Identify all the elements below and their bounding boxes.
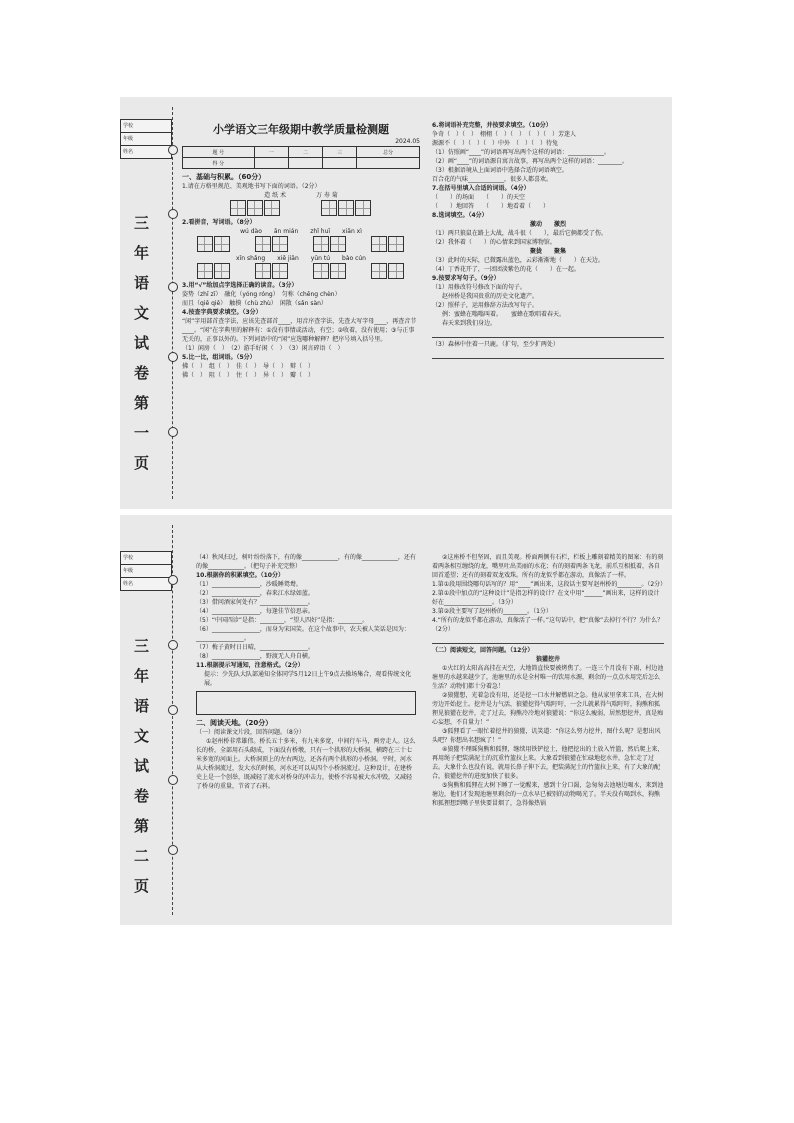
binding-hole [168, 640, 178, 650]
question-text: 源源不（ ）（ ）（ ）中外 （ ）（ ）待兔 [432, 140, 559, 147]
exam-page-two [120, 515, 672, 925]
pinyin-row: wú dào ān mián zhǐ huī xiān xì [240, 228, 362, 235]
vertical-char: 页 [134, 454, 150, 472]
score-cell[interactable] [254, 158, 288, 169]
question-text: 5.比一比，组词语。（5分） [182, 354, 256, 361]
question-text: 3.用“√”给加点字选择正确的读音。（3分） [182, 282, 298, 289]
question-text: （1）用修改符号修改下面的句子。 [432, 284, 526, 291]
question-text: 9.按要求写句子。（9分） [432, 275, 500, 282]
question-text: 2.看拼音，写词语。（8分） [182, 219, 256, 226]
question-text: 4.按查字典要求填空。（3分） [182, 309, 262, 316]
score-header-cell: 三 [323, 147, 357, 158]
question-text: 佛（ ） 阻（ ） 住（ ） 异（ ） 瓣（ ） [182, 372, 315, 379]
binding-hole [168, 282, 178, 292]
vertical-char: 二 [134, 847, 150, 865]
question-text: （7）梅子黄时日日晴，________________。 [196, 644, 314, 651]
vertical-char: 文 [134, 304, 150, 322]
word-choice: 聚拢 聚集 [529, 248, 566, 255]
reading-passage: ②这座桥不但坚固，而且美观。桥面两侧有石栏，栏板上雕刻着精美的图案：有的刻着两条相互缠绕的龙，嘴里吐出美丽的水花；有的刻着两条飞龙，前爪互相抵着，各自回首遥望；还有的刻着双龙戏珠。所有的龙似乎都在游动，真像活了一样。 [432, 554, 664, 579]
page-two-right-column [432, 553, 667, 808]
info-name: 姓名 [123, 581, 134, 587]
writing-cell[interactable] [255, 263, 271, 279]
question-text: 造 纸 术 万 寿 菊 [264, 192, 338, 199]
page-one-left-column [182, 121, 420, 380]
writing-cell[interactable] [355, 200, 371, 216]
page-two-left-column [196, 553, 416, 791]
writing-cell[interactable] [371, 236, 387, 252]
question-text: “闲”字用部首查字法，应该先查部首____，用音序查字法，先查大写字母____，再查音节____。“闲”在字典里的解释有：①没有事情或活动，有空；②收着，没有使用；③与正事无关的，正事以外的。下列词语中的“闲”应选哪种解释？把序号填入括号里。 [182, 318, 417, 343]
question-text: （1）仿照画“____”的词语再写出两个这样的词语：____________。 [432, 149, 611, 156]
binding-hole [168, 705, 178, 715]
score-header-cell: 总分 [357, 147, 420, 158]
vertical-char: 卷 [134, 364, 150, 382]
reading-passage: ①火红的太阳高高挂在天空，大地简直快要被烤焦了。一连三个月没有下雨，村边池塘里的水越来越少了，池塘里的水是全村唯一的饮用水源，剩余的一点点水用完后怎么生活？动物们都十分着急！ [432, 665, 664, 690]
info-school: 学校 [121, 552, 171, 565]
question-text: 3.第②段主要写了赵州桥的________。（1分） [432, 608, 552, 615]
info-name: 姓名 [123, 149, 134, 155]
notice-writing-box[interactable] [196, 691, 416, 715]
score-row-label: 得 分 [183, 158, 255, 169]
vertical-char: 第 [134, 817, 150, 835]
story-title: 狼獾挖井 [535, 656, 560, 663]
writing-cell[interactable] [255, 236, 271, 252]
page-one-right-column [432, 121, 664, 361]
binding-hole [168, 352, 178, 362]
vertical-char: 一 [134, 424, 150, 442]
vertical-char: 文 [134, 727, 150, 745]
left-margin [120, 515, 182, 925]
question-text: 姿势（zhī zī） 融化（yóng róng） 匀称（chēng chèn） [182, 291, 341, 298]
info-grade: 年级 [121, 133, 171, 146]
question-text: （2）画“____”的词语源自寓言故事，再写出两个这样的词语：________。 [432, 158, 629, 165]
question-text: （6）________________，而身为宋国笑。在这个故事中，农夫被人笑话是因为：________________。 [196, 626, 410, 642]
writing-cell[interactable] [264, 200, 280, 216]
question-text: （4）________________，每逢佳节倍思亲。 [196, 608, 314, 615]
question-text: （1）________________，沙暖睡鸳鸯。 [196, 581, 302, 588]
writing-cell[interactable] [214, 263, 230, 279]
student-info-box [120, 551, 172, 591]
answer-line[interactable] [432, 349, 664, 359]
question-text: 春天来到我们身边。 [442, 320, 497, 327]
score-header-cell: 二 [288, 147, 322, 158]
section-heading: 一、基础与积累。（60分） [182, 173, 266, 181]
question-text: （3）森林中住着一只鹿。（扩句，至少扩两处） [432, 341, 559, 348]
pinyin-row: xīn shǎng xiē jiān yūn tú bào cún [236, 255, 366, 262]
vertical-char: 试 [134, 757, 150, 775]
writing-cell[interactable] [313, 263, 329, 279]
question-text: 4.“所有的龙似乎都在游动，真像活了一样。”这句话中，把“真像”去掉行不行？为什么？（2分） [432, 617, 664, 633]
vertical-char: 试 [134, 334, 150, 352]
word-choice: 激动 激烈 [529, 221, 566, 228]
question-text: 11.根据提示写通知，注意格式。（2分） [196, 662, 304, 669]
score-cell[interactable] [357, 158, 420, 169]
writing-cell[interactable] [330, 236, 346, 252]
student-info-box [120, 119, 172, 159]
score-header-cell: 题 号 [183, 147, 255, 158]
question-text: （1）两只狼鼠在路上大战，战斗很（ ），最后它俩都受了伤。 [432, 230, 607, 237]
writing-cell[interactable] [197, 236, 213, 252]
vertical-char: 语 [134, 274, 150, 292]
vertical-char: 三 [134, 214, 150, 232]
question-text: （4）丁香花开了，一团团淡紫色的花（ ）在一起。 [432, 266, 580, 273]
question-text: （ ）地回答 （ ）地看着（ ） [432, 203, 550, 210]
writing-cell[interactable] [272, 263, 288, 279]
question-text: 例：蜜蜂在嗡嗡叫着。 蜜蜂在歌唱着春天。 [442, 311, 566, 318]
question-text: 提示：少先队大队部通知全体同学5月12日上午9点去操场集合，观看传统文化展。 [204, 671, 412, 687]
question-text: （4）秋风扫过，树叶纷纷落下，有的像____________，有的像____________，还有的像____________。（把句子补充完整） [196, 554, 416, 570]
question-text: 1.请在方格里规范、美观地书写下面的词语。（2分） [182, 183, 321, 190]
question-text: （ ）的场面 （ ）的天空 [432, 194, 526, 201]
info-school: 学校 [121, 120, 171, 133]
writing-cell[interactable] [230, 200, 246, 216]
reading-passage: ②狼獾想，光着急没有用，还是挖一口水井解燃眉之急。他从家里拿来工具，在大树旁边开始挖土。挖井是力气活，狼獾挖得气喘吁吁，一会儿就累得气喘吁吁，狗熊和狐狸见狼獾在挖井，走了过去，狗熊冷冷地对狼獾说：“你这么瘦弱，居然想挖井，真是痴心妄想，不自量力！” [432, 692, 664, 726]
writing-cell[interactable] [371, 263, 387, 279]
writing-cell[interactable] [330, 263, 346, 279]
section-heading: （二）阅读短文，回答问题。（12分） [432, 647, 534, 654]
writing-cell[interactable] [321, 200, 337, 216]
reading-passage: ④狼獾不理睬狗熊和狐狸，继续用铁铲挖土，他把挖出的土放入竹篮，然后爬上来，再用绳子把装满泥土的沉重竹篮拉上来。大象看到狼獾在忙碌地挖水井，急忙走了过去。大象什么也没有说，就用长鼻子伸下去，把装满泥土的竹篮拉上来，有了大象的配合，狼獾挖井的进度加快了很多。 [432, 746, 664, 780]
question-text: 1.第①段用围绕哪句话写的？用“____”画出来，这段话主要写赵州桥的________。（2分） [432, 581, 667, 588]
question-text: 拂（ ） 组（ ） 佳（ ） 导（ ） 辩（ ） [182, 363, 315, 370]
writing-cell[interactable] [313, 236, 329, 252]
exam-title: 小学语文三年级期中教学质量检测题 [213, 123, 389, 136]
exam-date: 2024.05 [395, 138, 420, 145]
question-text: 6.将词语补充完整，并按要求填空。（10分） [432, 122, 552, 129]
question-text: （2）我怀着（ ）的心情来到国家博物馆。 [432, 239, 556, 246]
question-text: 2.第①段中加点的“这种设计”是指怎样的设计？在文中用“______”画出来，这样的设计好在________________。（3分） [432, 590, 660, 606]
question-text: 而且（qiē qiě） 触摸（chù zhù） 闲散（sǎn sàn） [182, 300, 327, 307]
question-text: （3）借问酒家何处有？________________。 [196, 599, 314, 606]
answer-line[interactable] [432, 634, 664, 644]
reading-passage: ③狐狸看了一眼忙着挖井的狼獾，讥笑道：“你这么努力挖井，图什么呢？是想出风头吧？你想出名想疯了！” [432, 728, 661, 744]
question-text: （一）阅读课文片段，回答问题。（8分） [196, 729, 305, 736]
question-text: （2）照样子，运用修辞方法改写句子。 [432, 302, 538, 309]
answer-line[interactable] [432, 328, 664, 338]
writing-grid-row[interactable] [182, 200, 420, 218]
writing-cell[interactable] [388, 263, 404, 279]
question-text: （3）此时的天际，已微露出蓝色，云彩渐渐地（ ）在天边。 [432, 257, 604, 264]
writing-cell[interactable] [388, 236, 404, 252]
writing-cell[interactable] [338, 200, 354, 216]
score-cell[interactable] [288, 158, 322, 169]
writing-cell[interactable] [197, 263, 213, 279]
vertical-char: 第 [134, 394, 150, 412]
question-text: 赵州桥是我国贵重的历史文化遗产。 [442, 293, 539, 300]
question-text: （3）根据语境从上面词语中选择合适的词语填空。 [432, 167, 568, 174]
binding-hole [168, 775, 178, 785]
question-text: （1）闲房（ ） （2）游手好闲（ ） （3）闲言碎语（ ） [182, 345, 344, 352]
question-text: 争奇（ ）（ ） 栩栩（ ）（ ） （ ）（ ）芳迷人 [432, 131, 577, 138]
question-text: 10.根据你的积累填空。（10分） [196, 572, 284, 579]
question-text: （5）“中国四诊”是指：________，“望人四好”是指：________。 [196, 617, 369, 624]
info-grade: 年级 [121, 565, 171, 578]
vertical-char: 年 [134, 244, 150, 262]
question-text: 7.在括号里填入合适的词语。（4分） [432, 185, 530, 192]
writing-grid-row[interactable] [182, 263, 420, 281]
left-margin [120, 97, 182, 509]
question-text: （2）________________，春来江水绿如蓝。 [196, 590, 314, 597]
binding-hole [168, 145, 178, 155]
vertical-char: 页 [134, 877, 150, 895]
vertical-char: 年 [134, 667, 150, 685]
reading-passage: ⑤狗熊和狐狸在大树下睡了一觉醒来，感到十分口渴，急匆匆去池塘边喝水，来到池塘边，他们才发现池塘里剩余的一点水早已被别的动物喝光了。半天没有喝到水，狗熊和狐狸想到嘴子里快要冒烟了，急得像热锅 [432, 782, 664, 807]
binding-hole [168, 209, 178, 219]
score-table [182, 146, 420, 169]
writing-grid-row[interactable] [182, 236, 420, 254]
question-text: 百合花的气味____________，很多人都喜欢。 [432, 176, 553, 183]
vertical-char: 三 [134, 637, 150, 655]
question-text: 8.选词填空。（4分） [432, 212, 488, 219]
question-text: （8）________________，野渡无人舟自横。 [196, 653, 314, 660]
fold-line [172, 107, 174, 499]
score-cell[interactable] [323, 158, 357, 169]
reading-passage: ①赵州桥非常雄伟。桥长五十多米，有九米多宽，中间行车马，两旁走人。这么长的桥，全部用石头砌成，下面没有桥墩，只有一个拱形的大桥洞，横跨在三十七米多宽的河面上。大桥洞顶上的左右两边，还各有两个拱形的小桥洞。平时，河水从大桥洞流过，发大水的时候，河水还可以从四个小桥洞流过。这种设计，在建桥史上是一个创举，既减轻了流水对桥身的冲击力，使桥不容易被大水冲毁，又减轻了桥身的重量，节省了石料。 [196, 738, 416, 790]
writing-cell[interactable] [272, 236, 288, 252]
binding-hole [168, 575, 178, 585]
writing-cell[interactable] [214, 236, 230, 252]
section-heading: 二、阅读天地。（20分） [196, 719, 273, 727]
writing-cell[interactable] [247, 200, 263, 216]
binding-hole [168, 427, 178, 437]
vertical-char: 卷 [134, 787, 150, 805]
binding-hole [168, 845, 178, 855]
exam-page-one [120, 97, 672, 509]
vertical-char: 语 [134, 697, 150, 715]
score-header-cell: 一 [254, 147, 288, 158]
